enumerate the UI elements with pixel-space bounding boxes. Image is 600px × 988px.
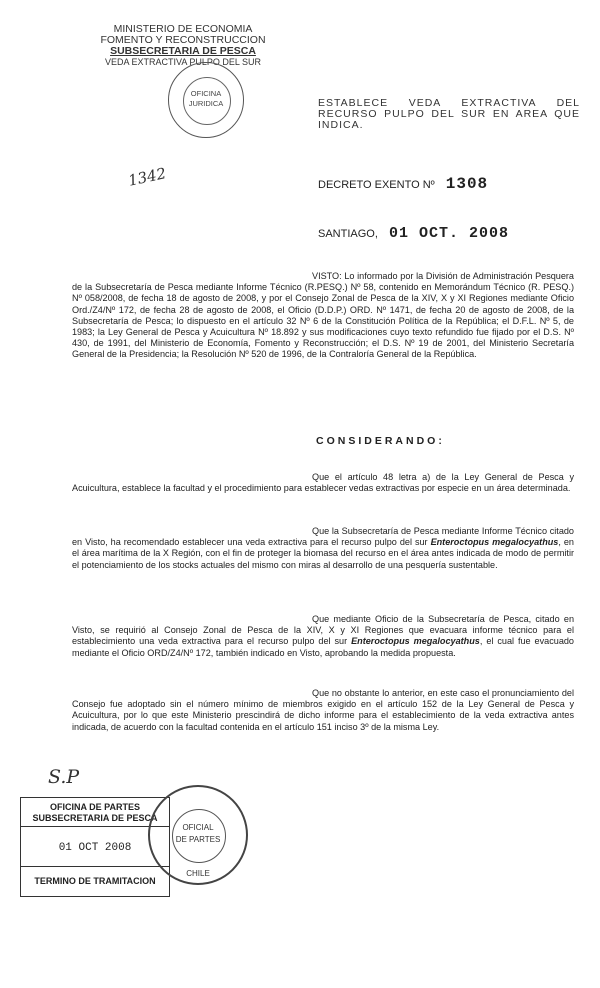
species-name: Enteroctopus megalocyathus: [430, 537, 559, 548]
considerando-3-text-a: Que mediante Oficio de la Subsecretaría de Pesca, citado en Visto, se requirió al Consejo Zonal de Pesca de la XIV, X y XI Regiones que evacuara informe técnico para el establecimiento una veda extractiva para el recurso pulpo del sur: [72, 614, 574, 647]
subsecretaria-name: SUBSECRETARIA DE PESCA: [110, 45, 256, 57]
city: SANTIAGO,: [318, 228, 378, 240]
stamp-divider: [21, 826, 169, 827]
stamp-divider: [21, 866, 169, 867]
considerando-4: Que no obstante lo anterior, en este caso el pronunciamiento del Consejo fue adoptado sin el número mínimo de miembros exigido en el artículo 152 de la Ley General de Pesca y Acuicultura, por lo que este Ministerio prescindirá de dicho informe para el establecimiento de la veda extractiva antes indicada, de acuerdo con la facultad contenida en el artículo 151 inciso 3º de la misma Ley.: [72, 688, 574, 732]
handwritten-initials: S.P: [48, 766, 80, 788]
handwritten-number: 1342: [126, 164, 168, 190]
oficina-partes-stamp: [20, 797, 170, 897]
stamp-office: OFICINA DE PARTES: [49, 802, 140, 812]
considerando-1: Que el artículo 48 letra a) de la Ley General de Pesca y Acuicultura, establece la facultad y el procedimiento para establecer vedas extractivas por especie en un área determinada.: [72, 472, 574, 494]
stamp-date: 01 OCT 2008: [58, 842, 132, 854]
decree-date: 01 OCT. 2008: [388, 225, 509, 242]
seal-text-2: DE PARTES: [175, 835, 221, 844]
species-name: Enteroctopus megalocyathus: [351, 636, 480, 647]
decree-title: ESTABLECE VEDA EXTRACTIVA DEL RECURSO PULPO DEL SUR EN AREA QUE INDICA.: [318, 97, 580, 131]
decree-number-line: [318, 175, 488, 193]
ministry-subtitle: FOMENTO Y RECONSTRUCCION: [100, 34, 266, 46]
considerando-heading: CONSIDERANDO:: [316, 435, 445, 447]
stamp-termination: TERMINO DE TRAMITACION: [34, 876, 156, 886]
place-date-line: [318, 225, 509, 242]
stamp-subsecretaria: SUBSECRETARIA DE PESCA: [32, 813, 158, 823]
decree-label: DECRETO EXENTO Nº: [318, 179, 435, 191]
seal-text-3: CHILE: [186, 869, 210, 878]
decree-number: 1308: [445, 175, 489, 193]
visto-paragraph: VISTO: Lo informado por la División de Administración Pesquera de la Subsecretaría de Pesca mediante Informe Técnico (R.PESQ.) Nº 58, contenido en Memorándum Técnico (R. PESQ.) Nº 058/2008, de fecha 18 de agosto de 2008, y por el Consejo Zonal de Pesca de la XIV, X y XI Regiones mediante Oficio Ord./Z4/Nº 172, de fecha 28 de agosto de 2008, el Oficio (D.D.P.) ORD. Nº 1471, de fecha 20 de agosto de 2008, de la Subsecretaría de Pesca; lo dispuesto en el artículo 32 Nº 6 de la Constitución Política de la República; el D.F.L. Nº 5, de 1983; la Ley General de Pesca y Acuicultura Nº 18.892 y sus modificaciones cuyo texto refundido fue fijado por el D.S. Nº 430, de 1991, del Ministerio de Economía, Fomento y Reconstrucción; el D.S. Nº 19 de 2001, del Ministerio Secretaría General de la Presidencia; la Resolución Nº 520 de 1996, de la Contraloría General de la República.: [72, 271, 574, 360]
ministry-name: MINISTERIO DE ECONOMIA: [113, 23, 253, 35]
ministry-header: [98, 24, 268, 68]
considerando-2-text-a: Que la Subsecretaría de Pesca mediante Informe Técnico citado en Visto, ha recomendado establecer una veda extractiva para el recurso pulpo del sur: [72, 526, 574, 548]
seal-text-1: OFICIAL: [182, 823, 214, 832]
considerando-2: [72, 526, 574, 571]
considerando-3-text-b: , el cual fue evacuado mediante el Oficio ORD/Z4/Nº 172, también indicado en Visto, aprobando la medida propuesta.: [72, 636, 574, 658]
unit-name: VEDA EXTRACTIVA PULPO DEL SUR: [104, 57, 262, 67]
considerando-3: [72, 614, 574, 659]
seal-text-2: JURIDICA: [188, 99, 224, 108]
seal-text-1: OFICINA: [190, 89, 222, 98]
oficial-partes-seal: [148, 785, 248, 885]
considerando-2-text-b: , en el área marítima de la X Región, con el fin de proteger la biomasa del recurso en el área antes indicada de modo de permitir el potenciamiento de los stocks actuales del mismo con miras al desarrollo de una pesquería sustentable.: [72, 537, 574, 570]
juridica-seal: [168, 62, 244, 138]
